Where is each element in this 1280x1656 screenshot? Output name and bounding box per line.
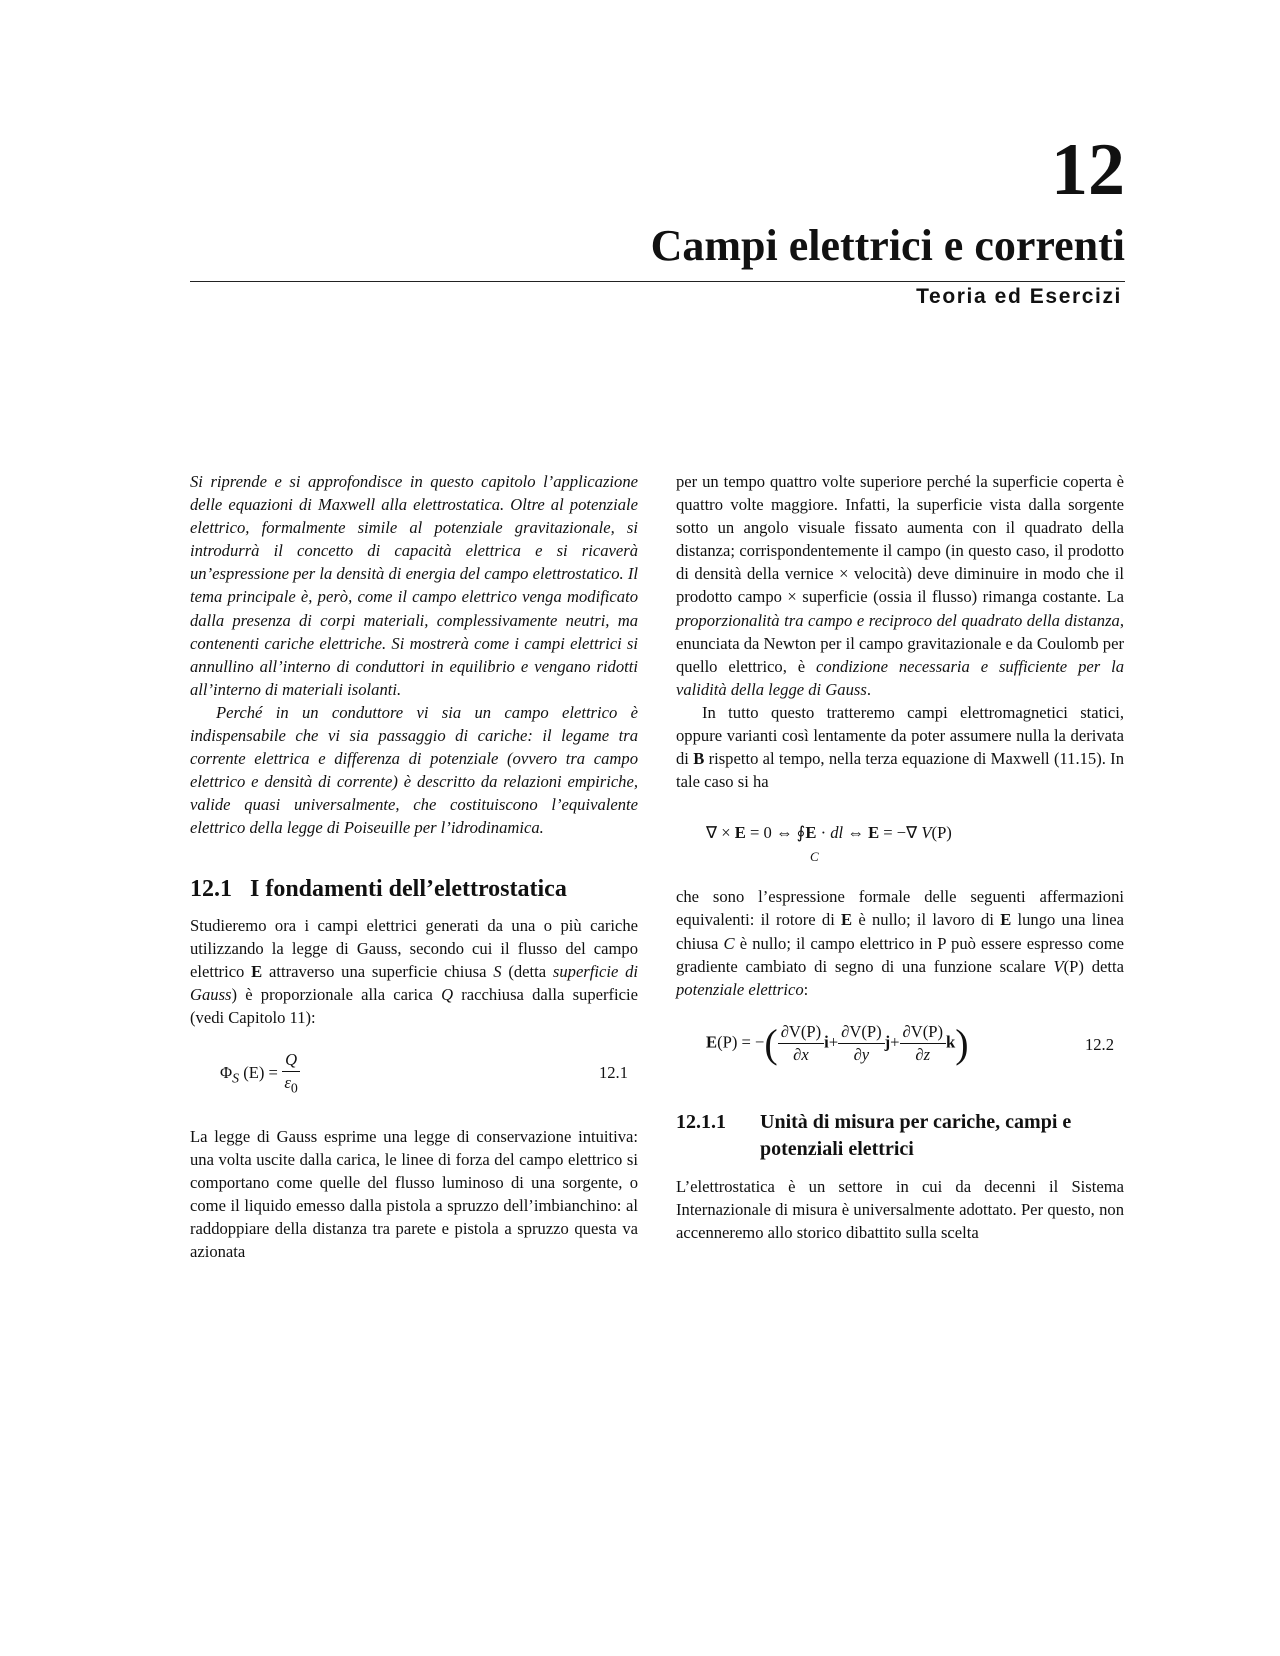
equivalences-paragraph: che sono l’espressione formale delle seguenti affermazioni equivalenti: il rotore di E è nullo; il lavoro di E lungo una linea chiusa C è nullo; il campo elettrico in P può essere espresso come gradiente cambiato di segno di una funzione scalare V(P) detta potenziale elettrico:: [676, 887, 1124, 999]
right-column: [676, 470, 1124, 1244]
section-heading: [190, 874, 638, 904]
static-fields-paragraph: In tutto questo tratteremo campi elettromagnetici statici, oppure varianti così lentamente da poter assumere nulla la derivata di B rispetto al tempo, nella terza equazione di Maxwell (11.15). In tale caso si ha: [676, 702, 1125, 792]
section-title: I fondamenti dell’elettrostatica: [250, 875, 567, 902]
left-column: [190, 470, 638, 1264]
title-rule: [190, 281, 1125, 282]
equation-12-1: $\Phi_S$ (E) = $\frac{Q}{\varepsilon_0}$ 12.1: [220, 1049, 628, 1096]
si-units-paragraph: L’elettrostatica è un settore in cui da decenni il Sistema Internazionale di misura è universalmente adottato. Per questo, non accenneremo allo storico dibattito sulla scelta: [676, 1176, 1124, 1242]
equation-12-2: E(P) = −( $\frac{\partial V(P)}{\partial x}$ i+ $\frac{\partial V(P)}{\partial y}$ j+ $\frac{\partial V(P)}{\partial z}$ k) 12.2: [706, 1020, 1114, 1066]
subsection-number: 12.1.1: [676, 1110, 726, 1133]
gauss-paragraph: Studieremo ora i campi elettrici generati da una o più cariche utilizzando la legge di Gauss, secondo cui il flusso del campo elettrico E attraverso una superficie chiusa S (detta superficie di Gauss) è proporzionale alla carica Q racchiusa dalla superficie (vedi Capitolo 11):: [190, 915, 639, 1027]
flux-paragraph: per un tempo quattro volte superiore perché la superficie coperta è quattro volte maggiore. Infatti, la superficie vista dalla sorgente sotto un angolo visuale fissato aumenta con il quadrato della distanza; corrispondentemente il campo (in questo caso, il prodotto di densità della vernice × velocità) deve diminuire in modo che il prodotto campo × superficie (ossia il flusso) rimanga costante. La proporzionalità tra campo e reciproco del quadrato della distanza, enunciata da Newton per il campo gravitazionale e da Coulomb per quello elettrico, è condizione necessaria e sufficiente per la validità della legge di Gauss.: [676, 472, 1124, 699]
chapter-number: 12: [1051, 129, 1125, 211]
abstract-paragraph-1: Si riprende e si approfondisce in questo capitolo l’applicazione delle equazioni di Maxwell alla elettrostatica. Oltre al potenziale elettrico, formalmente simile al potenziale gravitazionale, si introdurrà il concetto di capacità elettrica e si ricaverà un’espressione per la densità di energia del campo elettrostatico. Il tema principale è, però, come il campo elettrico venga modificato dalla presenza di corpi materiali, complessivamente neutri, ma contenenti cariche elettriche. Si mostrerà come i campi elettrici si annullino all’interno di conduttori in equilibrio e vengano ridotti all’interno di materiali isolanti.: [190, 472, 638, 699]
equation-label: 12.1: [598, 1062, 628, 1082]
chapter-subtitle: Teoria ed Esercizi: [916, 285, 1122, 308]
equation-label: 12.2: [1084, 1034, 1114, 1054]
abstract-paragraph-2: Perché in un conduttore vi sia un campo elettrico è indispensabile che vi sia passaggio di cariche: il legame tra corrente elettrica e differenza di potenziale (ovvero tra campo elettrico e densità di corrente) è descritto da relazioni empiriche, valide quasi universalmente, che costituiscono l’equivalente elettrico della legge di Poiseuille per l’idrodinamica.: [190, 702, 638, 838]
section-number: 12.1: [190, 875, 232, 902]
equation-curl: ∇ × E = 0 ⇔ ∮E · dl ⇔ E = −∇ V(P) C: [706, 823, 952, 865]
subsection-title: Unità di misura per cariche, campi e potenziali elettrici: [760, 1110, 1072, 1160]
chapter-title: Campi elettrici e correnti: [650, 221, 1125, 270]
gauss-conservation-paragraph: La legge di Gauss esprime una legge di conservazione intuitiva: una volta uscite dalla carica, le linee di forza del campo elettrico si comportano come quelle del flusso luminoso di una sorgente, o come il liquido emesso dalla pistola a spruzzo dell’imbianchino: al raddoppiare della distanza tra parete e pistola a spruzzo questa va azionata: [190, 1126, 638, 1262]
subsection-heading: [676, 1109, 1124, 1163]
